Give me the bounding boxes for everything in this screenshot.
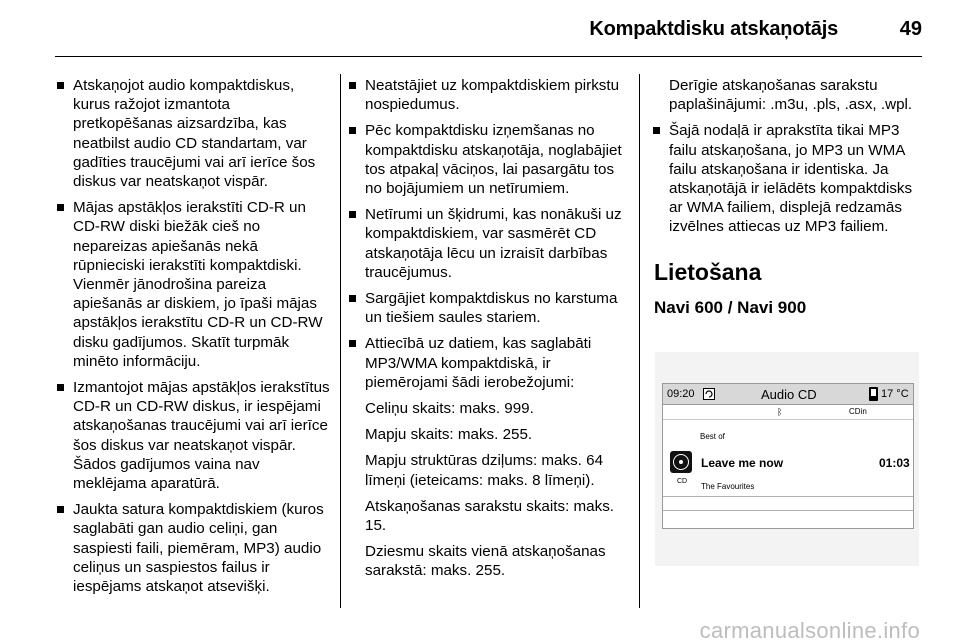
bullet-icon: [349, 295, 356, 302]
column-divider: [639, 74, 640, 608]
list-item: Netīrumi un šķidrumi, kas nonākuši uz kompaktdiskiem, var sasmērēt CD atskaņotāja lēcu un izraisīt darbības traucējumus.: [347, 205, 629, 282]
column-2: [347, 76, 629, 588]
divider: [663, 496, 913, 497]
source-bar: [663, 405, 913, 420]
artist-name: The Favourites: [701, 482, 755, 491]
status-bar: [663, 384, 913, 405]
list-item: Mājas apstākļos ierakstīti CD-R un CD-RW diski biežāk cieš no nepareizas apiešanās nekā rūpnieciski ierakstīti kompaktdiski. Vienmēr jānodrošina pareiza apiešanās ar diskiem, jo īpaši mājas apstākļos ierakstītu CD-R un CD-RW disku gadījumos. Skatīt turpmāk minēto informāciju.: [55, 198, 333, 371]
bullet-icon: [57, 204, 64, 211]
section-heading: Lietošana: [654, 258, 762, 285]
list-item: Sargājiet kompaktdiskus no karstuma un tiešiem saules stariem.: [347, 289, 629, 327]
bullet-icon: [653, 127, 660, 134]
bullet-icon: [57, 82, 64, 89]
elapsed-time: 01:03: [879, 456, 910, 470]
display-screenshot: [655, 352, 919, 566]
limit-text: Celiņu skaits: maks. 999.: [365, 400, 534, 418]
column-divider: [340, 74, 341, 608]
display-screen: [662, 383, 914, 529]
bullet-icon: [349, 82, 356, 89]
refresh-icon: [703, 388, 715, 400]
bluetooth-icon: ᛒ: [777, 407, 783, 417]
cd-icon: [670, 451, 692, 473]
watermark: carmanualsonline.info: [699, 618, 920, 643]
limit-text: Mapju struktūras dziļums: maks. 64 līmeņi (ieteicams: maks. 8 līmeņi).: [365, 452, 604, 489]
page-number: 49: [899, 18, 922, 40]
divider: [663, 510, 913, 511]
column-1: [55, 76, 333, 603]
list-item: Neatstājiet uz kompaktdiskiem pirkstu nospiedumus.: [347, 76, 629, 114]
clock: 09:20: [667, 388, 695, 400]
bullet-icon: [349, 340, 356, 347]
temperature: 17 °C: [881, 388, 909, 400]
phone-icon: [869, 387, 878, 401]
bullet-icon: [349, 211, 356, 218]
limit-text: Mapju skaits: maks. 255.: [365, 426, 533, 444]
list-item: Atskaņojot audio kompaktdiskus, kurus ražojot izmantota pretkopēšanas aizsardzība, kas neatbilst audio CD standartam, var gadīties traucējumi vai arī ierīce šos diskus var neatskaņot vispār.: [55, 76, 333, 191]
list-item: Izmantojot mājas apstākļos ierakstītus CD-R un CD-RW diskus, ir iespējami atskaņošanas traucējumi vai arī ierīce šos diskus var neatskaņot vispār. Šādos gadījumos vaina nav meklējama aparatūrā.: [55, 378, 333, 493]
page-title: Kompaktdisku atskaņotājs: [589, 18, 838, 40]
column-3: [651, 76, 923, 317]
limit-text: Atskaņošanas sarakstu skaits: maks. 15.: [365, 497, 615, 535]
bullet-icon: [349, 127, 356, 134]
sub-heading: Navi 600 / Navi 900: [654, 297, 807, 317]
cd-label: CD: [677, 478, 688, 485]
header-rule: [55, 56, 922, 57]
list-item: Attiecībā uz datiem, kas saglabāti MP3/WMA kompaktdiskā, ir piemērojami šādi ierobežojumi:: [347, 334, 629, 392]
continuation-text: Derīgie atskaņošanas sarakstu paplašinājumi: .m3u, .pls, .asx, .wpl.: [669, 77, 913, 114]
list-item: Šajā nodaļā ir aprakstīta tikai MP3 failu atskaņošana, jo MP3 un WMA failu atskaņošana ir identiska. Ja atskaņotājā ir ielādēts kompaktdisks ar WMA failiem, displejā redzamās izvēlnes attiecas uz MP3 failiem.: [651, 121, 923, 236]
limit-text: Dziesmu skaits vienā atskaņošanas sarakstā: maks. 255.: [365, 543, 606, 580]
source-badge: CDin: [849, 407, 867, 416]
bullet-icon: [57, 506, 64, 513]
album-name: Best of: [700, 432, 725, 441]
bullet-icon: [57, 384, 64, 391]
screen-title: Audio CD: [761, 387, 817, 402]
track-name: Leave me now: [701, 456, 784, 470]
list-item: Pēc kompaktdisku izņemšanas no kompaktdisku atskaņotāja, noglabājiet tos atpakaļ vāciņos, lai pasargātu tos no bojājumiem un netīrumiem.: [347, 121, 629, 198]
list-item: Jaukta satura kompaktdiskiem (kuros saglabāti gan audio celiņi, gan saspiesti faili, piemēram, MP3) audio celiņus un saspiestos failus ir iespējams atskaņot atsevišķi.: [55, 500, 333, 596]
page-header: [0, 0, 960, 58]
